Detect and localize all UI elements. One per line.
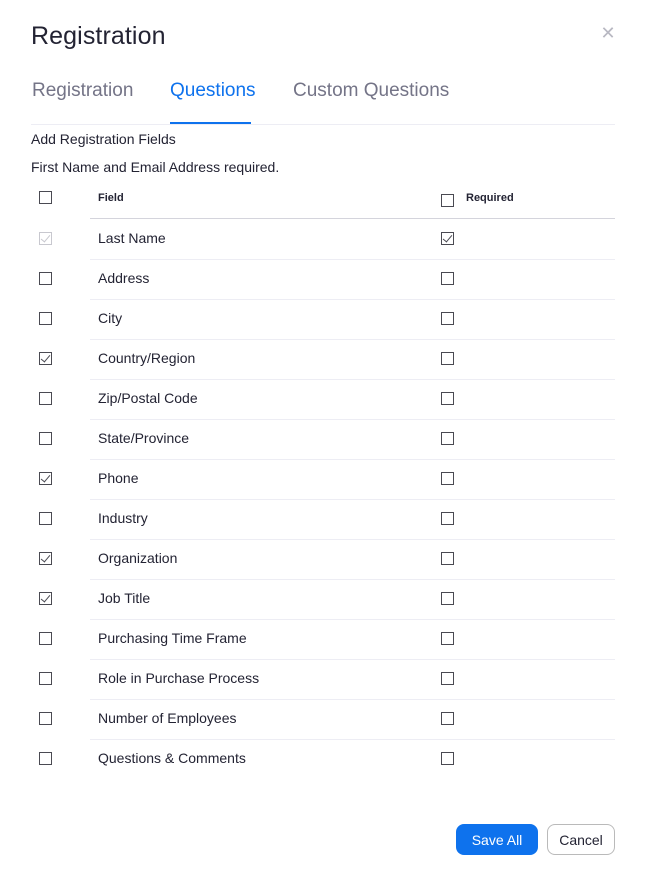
field-enabled-checkbox[interactable] bbox=[39, 632, 52, 645]
table-row bbox=[0, 339, 648, 379]
table-row bbox=[0, 739, 648, 779]
field-label: City bbox=[98, 310, 123, 326]
close-icon[interactable]: ✕ bbox=[600, 23, 616, 43]
field-label: Role in Purchase Process bbox=[98, 670, 260, 686]
field-label: State/Province bbox=[98, 430, 190, 446]
field-required-checkbox[interactable] bbox=[441, 512, 454, 525]
column-header-required: Required bbox=[466, 192, 514, 204]
table-row bbox=[0, 379, 648, 419]
tab-bar bbox=[31, 72, 615, 125]
field-enabled-checkbox[interactable] bbox=[39, 592, 52, 605]
table-row bbox=[0, 219, 648, 259]
required-all-checkbox[interactable] bbox=[441, 194, 454, 207]
field-required-checkbox[interactable] bbox=[441, 752, 454, 765]
table-row bbox=[0, 699, 648, 739]
field-enabled-checkbox[interactable] bbox=[39, 312, 52, 325]
field-required-checkbox[interactable] bbox=[441, 552, 454, 565]
required-note: First Name and Email Address required. bbox=[31, 159, 280, 175]
select-all-checkbox[interactable] bbox=[39, 191, 52, 204]
field-enabled-checkbox[interactable] bbox=[39, 552, 52, 565]
field-label: Organization bbox=[98, 550, 178, 566]
field-required-checkbox[interactable] bbox=[441, 632, 454, 645]
field-enabled-checkbox bbox=[39, 232, 52, 245]
section-heading: Add Registration Fields bbox=[31, 131, 176, 147]
tab-questions[interactable]: Questions bbox=[170, 80, 256, 101]
field-label: Zip/Postal Code bbox=[98, 390, 198, 406]
table-row bbox=[0, 419, 648, 459]
field-enabled-checkbox[interactable] bbox=[39, 512, 52, 525]
table-row bbox=[0, 579, 648, 619]
field-required-checkbox[interactable] bbox=[441, 352, 454, 365]
field-required-checkbox[interactable] bbox=[441, 672, 454, 685]
table-row bbox=[0, 459, 648, 499]
tab-custom-questions[interactable]: Custom Questions bbox=[293, 80, 450, 101]
table-row bbox=[0, 619, 648, 659]
cancel-button[interactable]: Cancel bbox=[547, 824, 615, 855]
field-required-checkbox[interactable] bbox=[441, 472, 454, 485]
field-label: Number of Employees bbox=[98, 710, 237, 726]
field-enabled-checkbox[interactable] bbox=[39, 392, 52, 405]
field-required-checkbox[interactable] bbox=[441, 392, 454, 405]
field-label: Industry bbox=[98, 510, 148, 526]
tab-registration[interactable]: Registration bbox=[32, 80, 134, 101]
field-label: Address bbox=[98, 270, 150, 286]
field-label: Job Title bbox=[98, 590, 151, 606]
dialog-title: Registration bbox=[31, 22, 166, 50]
save-all-button[interactable]: Save All bbox=[456, 824, 538, 855]
field-enabled-checkbox[interactable] bbox=[39, 352, 52, 365]
active-tab-indicator bbox=[170, 122, 251, 124]
field-enabled-checkbox[interactable] bbox=[39, 712, 52, 725]
field-required-checkbox[interactable] bbox=[441, 712, 454, 725]
field-enabled-checkbox[interactable] bbox=[39, 472, 52, 485]
field-label: Purchasing Time Frame bbox=[98, 630, 247, 646]
table-row bbox=[0, 299, 648, 339]
field-required-checkbox[interactable] bbox=[441, 432, 454, 445]
field-enabled-checkbox[interactable] bbox=[39, 752, 52, 765]
field-label: Last Name bbox=[98, 230, 166, 246]
field-enabled-checkbox[interactable] bbox=[39, 672, 52, 685]
table-row bbox=[0, 259, 648, 299]
field-required-checkbox[interactable] bbox=[441, 312, 454, 325]
field-required-checkbox[interactable] bbox=[441, 232, 454, 245]
column-header-field: Field bbox=[98, 192, 124, 204]
field-label: Phone bbox=[98, 470, 139, 486]
field-required-checkbox[interactable] bbox=[441, 272, 454, 285]
field-label: Country/Region bbox=[98, 350, 196, 366]
field-enabled-checkbox[interactable] bbox=[39, 432, 52, 445]
table-row bbox=[0, 499, 648, 539]
table-row bbox=[0, 659, 648, 699]
table-row bbox=[0, 539, 648, 579]
field-label: Questions & Comments bbox=[98, 750, 246, 766]
field-required-checkbox[interactable] bbox=[441, 592, 454, 605]
field-enabled-checkbox[interactable] bbox=[39, 272, 52, 285]
